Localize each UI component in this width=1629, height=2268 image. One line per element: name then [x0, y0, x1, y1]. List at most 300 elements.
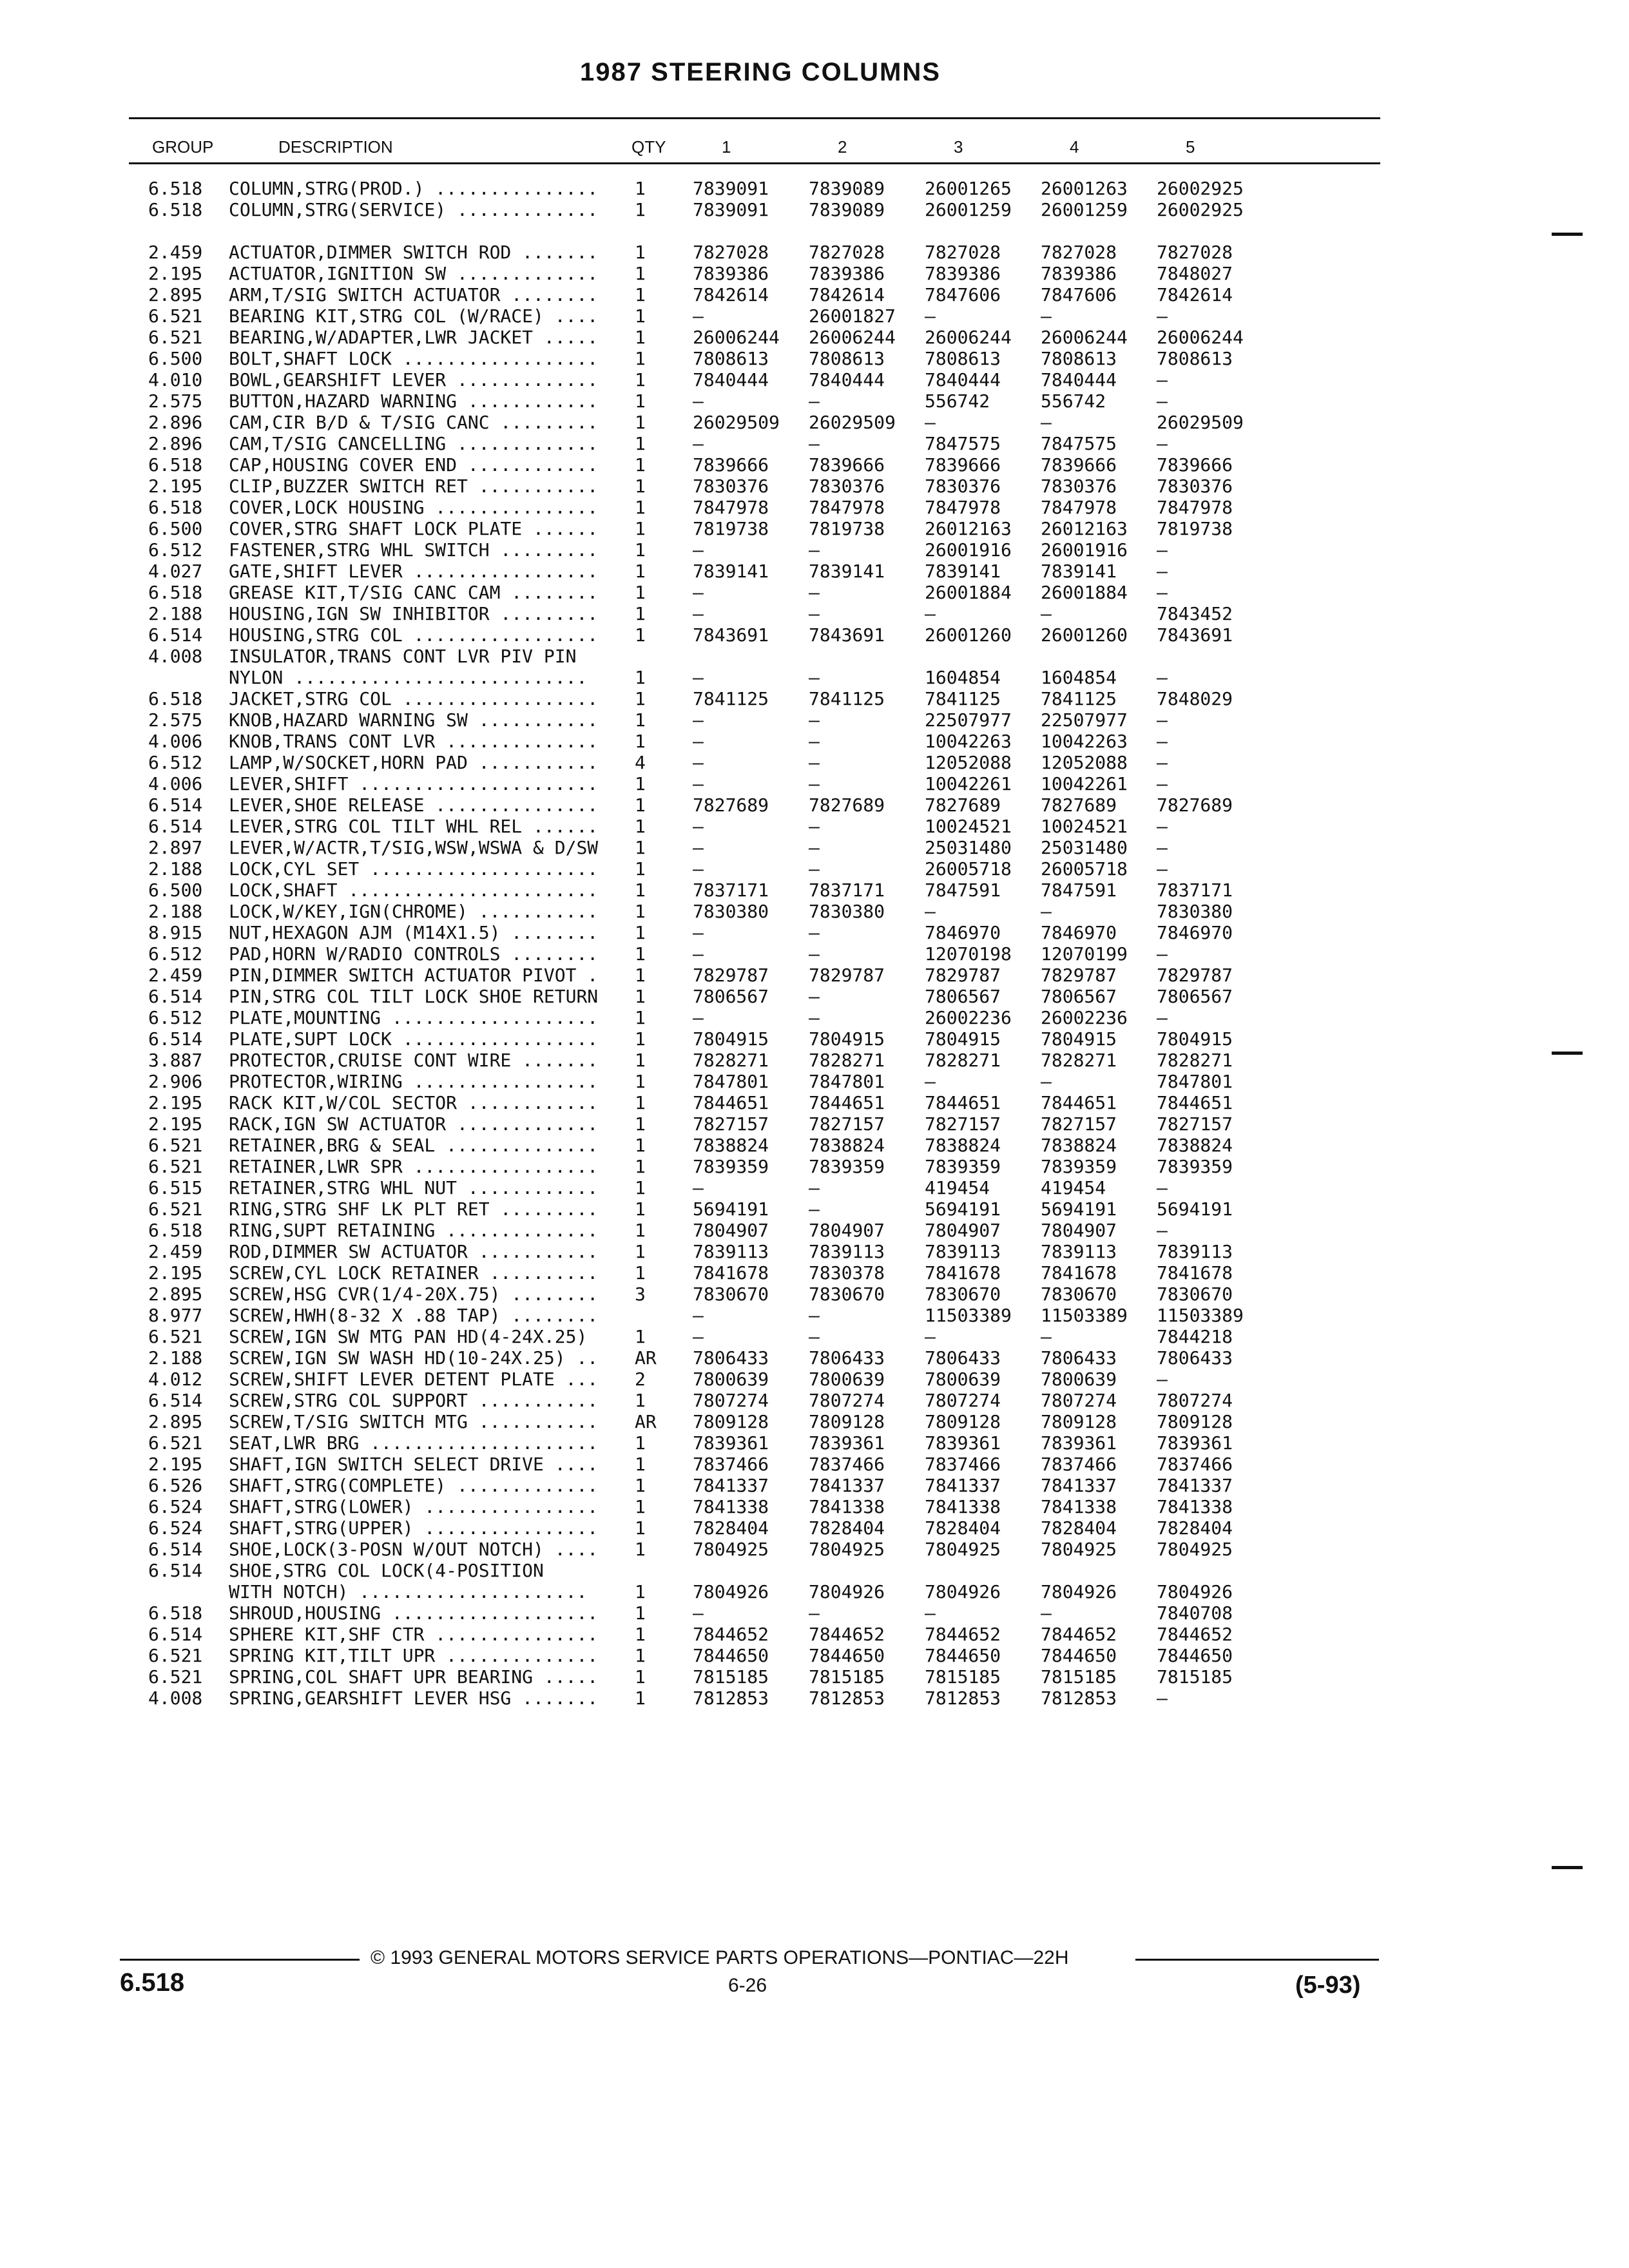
cell-desc: KNOB,TRANS CONT LVR .............. [229, 731, 599, 752]
table-row [129, 1071, 1392, 1092]
cell-c3: 26001259 [925, 199, 1012, 220]
cell-group: 2.459 [148, 242, 203, 263]
cell-qty: 1 [635, 199, 646, 220]
cell-c2: 7842614 [809, 284, 885, 305]
cell-c1: 7839113 [693, 1241, 769, 1262]
table-row [129, 582, 1392, 603]
cell-group: 6.524 [148, 1517, 203, 1539]
cell-c5: 7848027 [1157, 263, 1233, 284]
cell-c4: — [1041, 1071, 1052, 1092]
cell-qty: 1 [635, 1177, 646, 1198]
cell-c1: 7838824 [693, 1135, 769, 1156]
table-row [129, 1092, 1392, 1113]
table-row [129, 284, 1392, 305]
cell-c2: — [809, 1198, 820, 1220]
cell-group: 2.575 [148, 390, 203, 412]
cell-group: 6.521 [148, 1666, 203, 1687]
cell-c3: 7841337 [925, 1475, 1001, 1496]
cell-qty: 1 [635, 1581, 646, 1602]
cell-c4: 26006244 [1041, 327, 1128, 348]
cell-c3: 26002236 [925, 1007, 1012, 1028]
cell-c4: 7828404 [1041, 1517, 1117, 1539]
cell-desc: SHAFT,STRG(LOWER) ................ [229, 1496, 599, 1517]
cell-group: 4.027 [148, 561, 203, 582]
table-row [129, 1496, 1392, 1517]
table-row [129, 879, 1392, 901]
cell-c2: — [809, 539, 820, 561]
cell-c5: — [1157, 943, 1168, 965]
table-row [129, 773, 1392, 794]
cell-qty: 1 [635, 539, 646, 561]
cell-c4: 7847978 [1041, 497, 1117, 518]
table-row [129, 1602, 1392, 1624]
cell-c2: 7840444 [809, 369, 885, 390]
cell-c1: — [693, 1326, 704, 1347]
table-row [129, 1028, 1392, 1050]
cell-c2: 7839386 [809, 263, 885, 284]
cell-qty: 4 [635, 752, 646, 773]
cell-c1: 7804907 [693, 1220, 769, 1241]
cell-c3: 26001265 [925, 178, 1012, 199]
table-row [129, 1241, 1392, 1262]
cell-c4: 7804915 [1041, 1028, 1117, 1050]
cell-qty: 1 [635, 476, 646, 497]
table-row [129, 816, 1392, 837]
cell-c3: 7839113 [925, 1241, 1001, 1262]
cell-c3: 7839361 [925, 1432, 1001, 1454]
cell-desc: COLUMN,STRG(SERVICE) ............. [229, 199, 599, 220]
cell-c4: 26001259 [1041, 199, 1128, 220]
cell-desc: SCREW,HWH(8-32 X .88 TAP) ........ [229, 1305, 599, 1326]
cell-group: 6.518 [148, 688, 203, 709]
cell-group: 2.906 [148, 1071, 203, 1092]
cell-group: 2.895 [148, 1283, 203, 1305]
cell-c4: 26002236 [1041, 1007, 1128, 1028]
cell-c4: 7830376 [1041, 476, 1117, 497]
cell-c1: 7806567 [693, 986, 769, 1007]
cell-qty: 1 [635, 1007, 646, 1028]
cell-qty: 1 [635, 1432, 646, 1454]
cell-group: 4.006 [148, 773, 203, 794]
cell-c5: 7804925 [1157, 1539, 1233, 1560]
cell-qty: 1 [635, 1156, 646, 1177]
cell-desc: WITH NOTCH) ..................... [229, 1581, 588, 1602]
cell-qty: 1 [635, 624, 646, 646]
cell-c2: 7839666 [809, 454, 885, 476]
footer-page-number: 6-26 [728, 1975, 767, 1996]
cell-group: 4.012 [148, 1369, 203, 1390]
table-row [129, 603, 1392, 624]
cell-desc: PLATE,SUPT LOCK .................. [229, 1028, 599, 1050]
table-row [129, 390, 1392, 412]
header-col-3: 3 [954, 137, 963, 157]
cell-c5: 7830376 [1157, 476, 1233, 497]
cell-desc: SHOE,STRG COL LOCK(4-POSITION [229, 1560, 544, 1581]
table-row [129, 794, 1392, 816]
cell-c5: 7847978 [1157, 497, 1233, 518]
cell-c3: 7804926 [925, 1581, 1001, 1602]
cell-c3: 7847606 [925, 284, 1001, 305]
cell-c4: 7827689 [1041, 794, 1117, 816]
cell-c3: 7847978 [925, 497, 1001, 518]
cell-group: 6.514 [148, 794, 203, 816]
cell-group: 6.500 [148, 879, 203, 901]
table-row [129, 986, 1392, 1007]
cell-c2: 7843691 [809, 624, 885, 646]
cell-c5: 7842614 [1157, 284, 1233, 305]
cell-c4: 26001263 [1041, 178, 1128, 199]
cell-c1: 5694191 [693, 1198, 769, 1220]
cell-c3: 7841338 [925, 1496, 1001, 1517]
cell-c2: — [809, 752, 820, 773]
cell-c4: 7847575 [1041, 433, 1117, 454]
cell-c1: 7827028 [693, 242, 769, 263]
table-row [129, 752, 1392, 773]
cell-c2: — [809, 858, 820, 879]
cell-group: 2.897 [148, 837, 203, 858]
cell-c2: — [809, 603, 820, 624]
cell-c3: 22507977 [925, 709, 1012, 731]
cell-desc: ACTUATOR,IGNITION SW ............. [229, 263, 599, 284]
cell-qty: 1 [635, 1602, 646, 1624]
cell-c1: 7800639 [693, 1369, 769, 1390]
cell-c4: 7841125 [1041, 688, 1117, 709]
cell-c2: 7804926 [809, 1581, 885, 1602]
table-row [129, 518, 1392, 539]
cell-qty: 1 [635, 1092, 646, 1113]
cell-c4: 7804925 [1041, 1539, 1117, 1560]
cell-c1: 7839666 [693, 454, 769, 476]
cell-c1: — [693, 922, 704, 943]
table-row [129, 1113, 1392, 1135]
cell-qty: 1 [635, 1326, 646, 1347]
cell-c5: 7841337 [1157, 1475, 1233, 1496]
cell-c4: 7844650 [1041, 1645, 1117, 1666]
cell-c5: 7830380 [1157, 901, 1233, 922]
cell-c1: — [693, 858, 704, 879]
cell-c1: 7808613 [693, 348, 769, 369]
cell-c3: 7828271 [925, 1050, 1001, 1071]
cell-c1: 7828271 [693, 1050, 769, 1071]
cell-c2: — [809, 582, 820, 603]
cell-c2: 7847978 [809, 497, 885, 518]
table-row [129, 1687, 1392, 1709]
cell-c3: 7828404 [925, 1517, 1001, 1539]
cell-c5: 7809128 [1157, 1411, 1233, 1432]
cell-desc: BOWL,GEARSHIFT LEVER ............. [229, 369, 599, 390]
cell-group: 6.518 [148, 199, 203, 220]
cell-c4: 7808613 [1041, 348, 1117, 369]
cell-c3: 25031480 [925, 837, 1012, 858]
cell-desc: HOUSING,STRG COL ................. [229, 624, 599, 646]
cell-c3: 556742 [925, 390, 990, 412]
parts-table [129, 178, 1392, 1709]
cell-c3: 7839666 [925, 454, 1001, 476]
header-col-2: 2 [838, 137, 847, 157]
cell-c2: 7841125 [809, 688, 885, 709]
cell-qty: 1 [635, 879, 646, 901]
cell-c2: 7830378 [809, 1262, 885, 1283]
cell-c2: 7839113 [809, 1241, 885, 1262]
cell-c1: 7839361 [693, 1432, 769, 1454]
cell-desc: RING,SUPT RETAINING .............. [229, 1220, 599, 1241]
cell-desc: BEARING KIT,STRG COL (W/RACE) .... [229, 305, 599, 327]
cell-c5: 7827028 [1157, 242, 1233, 263]
table-row [129, 1645, 1392, 1666]
cell-qty: 1 [635, 305, 646, 327]
cell-c3: 7827689 [925, 794, 1001, 816]
cell-qty: 1 [635, 1687, 646, 1709]
cell-c3: 7847591 [925, 879, 1001, 901]
cell-desc: LOCK,W/KEY,IGN(CHROME) ........... [229, 901, 599, 922]
cell-c5: 7844650 [1157, 1645, 1233, 1666]
cell-group: 2.575 [148, 709, 203, 731]
cell-c5: 7837171 [1157, 879, 1233, 901]
cell-c5: 7848029 [1157, 688, 1233, 709]
table-row [129, 242, 1392, 263]
cell-c1: 7843691 [693, 624, 769, 646]
cell-desc: SHAFT,IGN SWITCH SELECT DRIVE .... [229, 1454, 599, 1475]
cell-desc: PROTECTOR,CRUISE CONT WIRE ....... [229, 1050, 599, 1071]
cell-c4: 7804926 [1041, 1581, 1117, 1602]
table-row [129, 1624, 1392, 1645]
table-row [129, 1050, 1392, 1071]
cell-qty: 1 [635, 561, 646, 582]
cell-qty: 1 [635, 773, 646, 794]
table-row [129, 1581, 1392, 1602]
cell-c5: 5694191 [1157, 1198, 1233, 1220]
cell-c3: 10042263 [925, 731, 1012, 752]
cell-qty: 1 [635, 1071, 646, 1092]
cell-c5: — [1157, 667, 1168, 688]
cell-group: 6.500 [148, 518, 203, 539]
cell-c4: 10042261 [1041, 773, 1128, 794]
cell-desc: SPRING KIT,TILT UPR .............. [229, 1645, 599, 1666]
cell-c1: 7841338 [693, 1496, 769, 1517]
cell-c3: 7830670 [925, 1283, 1001, 1305]
cell-c4: 26001916 [1041, 539, 1128, 561]
cell-c2: — [809, 816, 820, 837]
cell-c4: 7806567 [1041, 986, 1117, 1007]
cell-qty: 1 [635, 284, 646, 305]
cell-qty: 1 [635, 1390, 646, 1411]
cell-qty: 1 [635, 348, 646, 369]
cell-c5: 26029509 [1157, 412, 1244, 433]
cell-c4: 7839361 [1041, 1432, 1117, 1454]
cell-qty: 1 [635, 901, 646, 922]
cell-c2: 7839141 [809, 561, 885, 582]
margin-mark-middle [1552, 1052, 1583, 1055]
cell-c4: 26001260 [1041, 624, 1128, 646]
cell-c4: — [1041, 412, 1052, 433]
cell-group: 6.521 [148, 1198, 203, 1220]
cell-qty: 1 [635, 497, 646, 518]
cell-c4: 7844651 [1041, 1092, 1117, 1113]
cell-qty: 1 [635, 433, 646, 454]
cell-c4: 7827157 [1041, 1113, 1117, 1135]
table-row [129, 454, 1392, 476]
cell-group: 2.459 [148, 965, 203, 986]
cell-group: 8.977 [148, 1305, 203, 1326]
cell-c1: 7839359 [693, 1156, 769, 1177]
header-col-5: 5 [1186, 137, 1195, 157]
cell-group: 2.195 [148, 1454, 203, 1475]
footer-section: 6.518 [120, 1968, 185, 1997]
cell-c3: 7806433 [925, 1347, 1001, 1369]
cell-c3: — [925, 305, 936, 327]
cell-c5: 7841678 [1157, 1262, 1233, 1283]
cell-desc: CAP,HOUSING COVER END ............ [229, 454, 599, 476]
cell-qty: 1 [635, 1113, 646, 1135]
cell-c4: 26012163 [1041, 518, 1128, 539]
cell-c1: 7839091 [693, 199, 769, 220]
cell-c1: — [693, 752, 704, 773]
cell-c2: 7809128 [809, 1411, 885, 1432]
cell-desc: SHOE,LOCK(3-POSN W/OUT NOTCH) .... [229, 1539, 599, 1560]
cell-c4: — [1041, 901, 1052, 922]
cell-c5: 7839361 [1157, 1432, 1233, 1454]
cell-desc: SCREW,IGN SW WASH HD(10-24X.25) .. [229, 1347, 599, 1369]
cell-c5: 7804926 [1157, 1581, 1233, 1602]
cell-c3: 12070198 [925, 943, 1012, 965]
cell-c5: 7830670 [1157, 1283, 1233, 1305]
cell-c3: — [925, 603, 936, 624]
cell-qty: 1 [635, 242, 646, 263]
cell-c3: 7812853 [925, 1687, 1001, 1709]
table-row [129, 433, 1392, 454]
cell-c4: 7812853 [1041, 1687, 1117, 1709]
cell-c5: 7807274 [1157, 1390, 1233, 1411]
table-row [129, 1156, 1392, 1177]
cell-c3: 12052088 [925, 752, 1012, 773]
header-description: DESCRIPTION [278, 137, 393, 157]
cell-desc: LOCK,SHAFT ....................... [229, 879, 599, 901]
cell-c2: — [809, 1007, 820, 1028]
cell-c4: 22507977 [1041, 709, 1128, 731]
cell-c1: 7806433 [693, 1347, 769, 1369]
cell-c4: — [1041, 1326, 1052, 1347]
cell-desc: BEARING,W/ADAPTER,LWR JACKET ..... [229, 327, 599, 348]
cell-c4: 7846970 [1041, 922, 1117, 943]
cell-c3: — [925, 1602, 936, 1624]
cell-qty: 1 [635, 518, 646, 539]
cell-desc: INSULATOR,TRANS CONT LVR PIV PIN [229, 646, 577, 667]
cell-c5: — [1157, 1177, 1168, 1198]
cell-group: 6.514 [148, 624, 203, 646]
table-row [129, 1007, 1392, 1028]
cell-group: 6.524 [148, 1496, 203, 1517]
cell-c5: 7828404 [1157, 1517, 1233, 1539]
cell-c3: 26005718 [925, 858, 1012, 879]
cell-c4: 7841678 [1041, 1262, 1117, 1283]
cell-group: 4.010 [148, 369, 203, 390]
cell-desc: CLIP,BUZZER SWITCH RET ........... [229, 476, 599, 497]
cell-c2: 7847801 [809, 1071, 885, 1092]
cell-qty: 1 [635, 1624, 646, 1645]
cell-group: 6.512 [148, 752, 203, 773]
cell-desc: PAD,HORN W/RADIO CONTROLS ........ [229, 943, 599, 965]
cell-c1: 7804925 [693, 1539, 769, 1560]
cell-group: 6.521 [148, 1326, 203, 1347]
cell-qty: 1 [635, 1241, 646, 1262]
cell-desc: SPHERE KIT,SHF CTR ............... [229, 1624, 599, 1645]
cell-c1: 7839091 [693, 178, 769, 199]
cell-c5: 7819738 [1157, 518, 1233, 539]
cell-qty: 1 [635, 369, 646, 390]
cell-desc: SCREW,CYL LOCK RETAINER .......... [229, 1262, 599, 1283]
cell-c2: — [809, 709, 820, 731]
table-row [129, 731, 1392, 752]
cell-c1: — [693, 773, 704, 794]
cell-c1: 26006244 [693, 327, 780, 348]
table-row [129, 220, 1392, 242]
cell-qty: 1 [635, 837, 646, 858]
cell-c1: — [693, 1177, 704, 1198]
cell-desc: RACK,IGN SW ACTUATOR ............. [229, 1113, 599, 1135]
cell-group: 6.514 [148, 1560, 203, 1581]
cell-c2: 7806433 [809, 1347, 885, 1369]
cell-c4: 7807274 [1041, 1390, 1117, 1411]
cell-desc: LEVER,W/ACTR,T/SIG,WSW,WSWA & D/SW [229, 837, 599, 858]
cell-c3: 7840444 [925, 369, 1001, 390]
cell-c2: — [809, 1177, 820, 1198]
cell-c1: 7847801 [693, 1071, 769, 1092]
cell-c3: 26001884 [925, 582, 1012, 603]
cell-group: 6.512 [148, 1007, 203, 1028]
footer-rule-left [120, 1959, 360, 1961]
cell-qty: 2 [635, 1369, 646, 1390]
cell-c1: 7841125 [693, 688, 769, 709]
cell-group: 2.195 [148, 476, 203, 497]
cell-c2: — [809, 837, 820, 858]
cell-c3: 7829787 [925, 965, 1001, 986]
cell-c5: — [1157, 858, 1168, 879]
table-row [129, 1135, 1392, 1156]
cell-c2: 7841338 [809, 1496, 885, 1517]
cell-c5: 7838824 [1157, 1135, 1233, 1156]
cell-c3: 26001260 [925, 624, 1012, 646]
cell-desc: FASTENER,STRG WHL SWITCH ......... [229, 539, 599, 561]
cell-group: 6.512 [148, 943, 203, 965]
cell-c1: 7827689 [693, 794, 769, 816]
cell-c3: 10042261 [925, 773, 1012, 794]
cell-c2: — [809, 773, 820, 794]
cell-c3: 7827157 [925, 1113, 1001, 1135]
cell-group: 6.518 [148, 454, 203, 476]
cell-c2: 7827689 [809, 794, 885, 816]
footer-copyright: © 1993 GENERAL MOTORS SERVICE PARTS OPERATIONS—PONTIAC—22H [371, 1947, 1069, 1968]
cell-group: 6.500 [148, 348, 203, 369]
cell-c4: 7837466 [1041, 1454, 1117, 1475]
cell-c4: 7839666 [1041, 454, 1117, 476]
cell-c3: 7827028 [925, 242, 1001, 263]
cell-c1: — [693, 539, 704, 561]
cell-c4: 7838824 [1041, 1135, 1117, 1156]
cell-c5: — [1157, 561, 1168, 582]
cell-c2: 7807274 [809, 1390, 885, 1411]
cell-c4: 7806433 [1041, 1347, 1117, 1369]
cell-c5: — [1157, 731, 1168, 752]
cell-c3: 7807274 [925, 1390, 1001, 1411]
cell-c2: 7828271 [809, 1050, 885, 1071]
cell-c5: 7839113 [1157, 1241, 1233, 1262]
cell-qty: 1 [635, 943, 646, 965]
cell-c1: 7839386 [693, 263, 769, 284]
cell-group: 6.521 [148, 1156, 203, 1177]
cell-c1: — [693, 390, 704, 412]
cell-c5: 7829787 [1157, 965, 1233, 986]
cell-c1: 7844652 [693, 1624, 769, 1645]
